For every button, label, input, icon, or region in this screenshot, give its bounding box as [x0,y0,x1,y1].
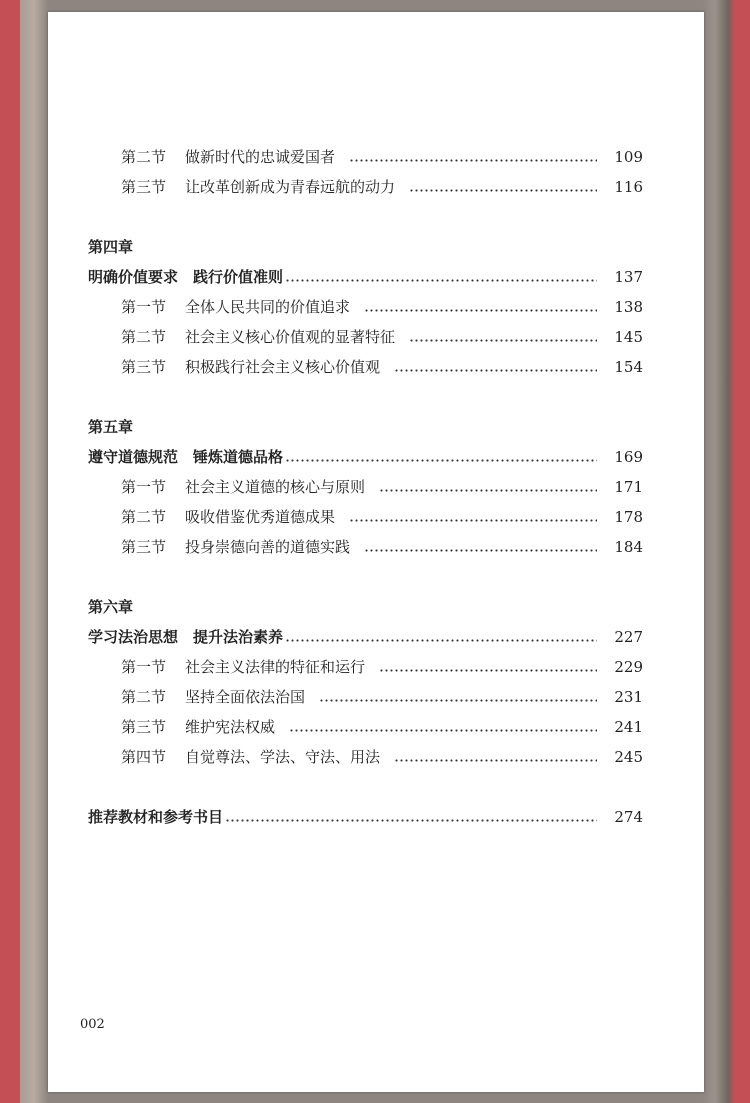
section-title: 社会主义道德的核心与原则 [185,478,366,496]
toc-section-entry[interactable] [88,352,643,382]
toc-section-entry[interactable] [88,502,643,532]
section-title: 投身崇德向善的道德实践 [185,538,351,556]
dot-leader [319,682,597,712]
page-number: 227 [614,628,643,646]
dot-leader [379,472,597,502]
folio-page-number: 002 [80,1017,105,1032]
section-number: 第三节 [121,718,167,736]
toc-section-entry[interactable] [88,742,643,772]
page-number: 241 [614,718,643,736]
chapter-label: 第四章 [88,238,134,256]
page-number: 154 [614,358,643,376]
page-number: 178 [614,508,643,526]
page-number: 231 [614,688,643,706]
appendix-title: 推荐教材和参考书目 [88,808,224,826]
section-number: 第二节 [121,508,167,526]
toc-section-entry[interactable] [88,532,643,562]
section-number: 第二节 [121,148,167,166]
table-of-contents [88,142,643,832]
dot-leader [349,142,597,172]
page-number: 109 [614,148,643,166]
section-title: 维护宪法权威 [185,718,276,736]
toc-section-entry[interactable] [88,472,643,502]
dot-leader [379,652,597,682]
section-number: 第二节 [121,688,167,706]
toc-section-entry[interactable] [88,682,643,712]
toc-chapter-entry[interactable] [88,622,643,652]
page-number: 145 [614,328,643,346]
page-number: 138 [614,298,643,316]
page-number: 245 [614,748,643,766]
toc-chapter-entry[interactable] [88,262,643,292]
page-number: 274 [614,808,643,826]
toc-section-entry[interactable] [88,142,643,172]
page-number: 137 [614,268,643,286]
dot-leader [285,622,597,652]
section-title: 社会主义法律的特征和运行 [185,658,366,676]
toc-appendix-entry[interactable] [88,802,643,832]
page-number: 116 [614,178,643,196]
dot-leader [409,172,597,202]
chapter-title: 学习法治思想 提升法治素养 [88,628,284,646]
dot-leader [285,262,597,292]
dot-leader [349,502,597,532]
section-number: 第一节 [121,478,167,496]
page-number: 229 [614,658,643,676]
toc-section-entry[interactable] [88,652,643,682]
dot-leader [409,322,597,352]
section-title: 吸收借鉴优秀道德成果 [185,508,336,526]
section-number: 第四节 [121,748,167,766]
dot-leader [225,802,597,832]
section-number: 第三节 [121,178,167,196]
section-title: 自觉尊法、学法、守法、用法 [185,748,381,766]
book-page [48,12,704,1092]
section-title: 做新时代的忠诚爱国者 [185,148,336,166]
section-title: 积极践行社会主义核心价值观 [185,358,381,376]
section-title: 让改革创新成为青春远航的动力 [185,178,396,196]
toc-section-entry[interactable] [88,172,643,202]
section-number: 第三节 [121,358,167,376]
section-number: 第一节 [121,298,167,316]
dot-leader [394,742,597,772]
chapter-title: 遵守道德规范 锤炼道德品格 [88,448,284,466]
toc-chapter-entry[interactable] [88,442,643,472]
dot-leader [289,712,597,742]
section-number: 第二节 [121,328,167,346]
toc-section-entry[interactable] [88,322,643,352]
page-number: 169 [614,448,643,466]
section-title: 全体人民共同的价值追求 [185,298,351,316]
dot-leader [364,532,597,562]
chapter-label: 第六章 [88,598,134,616]
chapter-label: 第五章 [88,418,134,436]
dot-leader [364,292,597,322]
toc-section-entry[interactable] [88,292,643,322]
section-number: 第一节 [121,658,167,676]
page-number: 171 [614,478,643,496]
section-title: 坚持全面依法治国 [185,688,306,706]
page-number: 184 [614,538,643,556]
dot-leader [394,352,597,382]
dot-leader [285,442,597,472]
section-number: 第三节 [121,538,167,556]
chapter-title: 明确价值要求 践行价值准则 [88,268,284,286]
section-title: 社会主义核心价值观的显著特征 [185,328,396,346]
toc-section-entry[interactable] [88,712,643,742]
